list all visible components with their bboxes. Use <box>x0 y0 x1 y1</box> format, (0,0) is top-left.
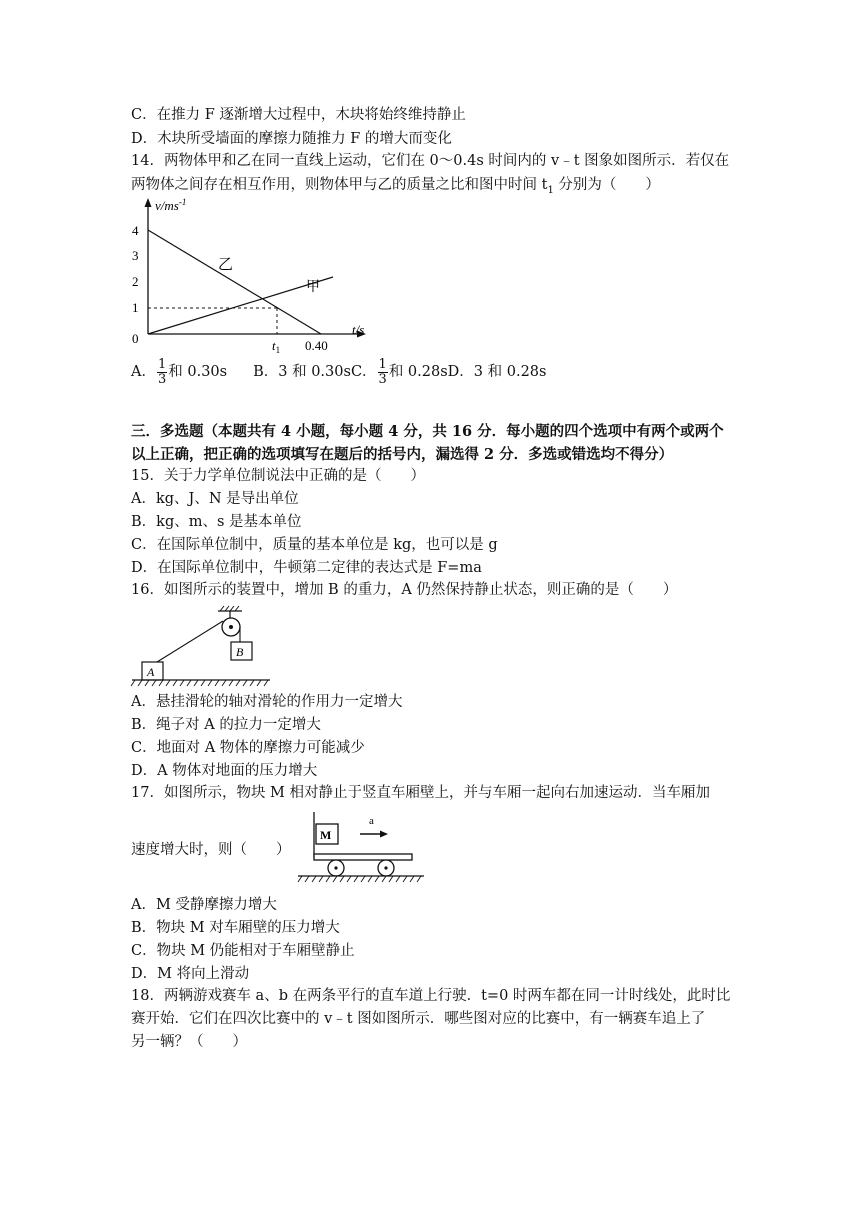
section3-header-line2: 以上正确，把正确的选项填写在题后的括号内，漏选得 2 分．多选或错选均不得分） <box>131 446 674 463</box>
q16-stem: 16．如图所示的装置中，增加 B 的重力，A 仍然保持静止状态，则正确的是（ ） <box>131 582 678 598</box>
q14-options: A． $\frac{1}{3}$ 和 0.30s B．3 和 0.30sC． $\frac{1}{3}$ 和 0.28sD．3 和 0.28s <box>131 356 547 387</box>
q16-option-d: D．A 物体对地面的压力增大 <box>131 763 318 779</box>
q14-stem-line1: 14．两物体甲和乙在同一直线上运动，它们在 0～0.4s 时间内的 v﹣t 图象如图所示．若仅在 <box>131 153 730 169</box>
q15-option-d: D．在国际单位制中，牛顿第二定律的表达式是 F=ma <box>131 560 482 576</box>
y-tick-0: 0 <box>132 331 139 346</box>
q15-option-b: B．kg、m、s 是基本单位 <box>131 514 302 530</box>
q16-option-c: C．地面对 A 物体的摩擦力可能减少 <box>131 740 365 756</box>
x-end-label: 0.40 <box>305 338 328 353</box>
q17-option-d: D．M 将向上滑动 <box>131 966 250 982</box>
accel-label: a <box>369 815 374 827</box>
y-tick-2: 2 <box>132 274 139 289</box>
t1-label: $t_1$ <box>272 338 281 355</box>
x-axis-label: t/s <box>352 322 365 337</box>
cart-body <box>314 854 412 860</box>
q15-stem: 15．关于力学单位制说法中正确的是（ ） <box>131 468 425 484</box>
section3-header-line1: 三．多选题（本题共有 4 小题，每小题 4 分，共 16 分．每小题的四个选项中有两个或两个 <box>131 423 724 440</box>
q13-option-c: C．在推力 F 逐渐增大过程中，木块将始终维持静止 <box>131 107 466 123</box>
q14-vt-graph <box>128 194 378 358</box>
y-tick-3: 3 <box>132 248 139 263</box>
q16-option-b: B．绳子对 A 的拉力一定增大 <box>131 717 321 733</box>
label-yi: 乙 <box>218 257 234 273</box>
rope <box>157 621 223 662</box>
q17-stem-line2: 速度增大时，则（ ） <box>131 842 291 858</box>
svg-text:M: M <box>320 828 332 842</box>
q16-option-a: A．悬挂滑轮的轴对滑轮的作用力一定增大 <box>131 694 403 710</box>
q15-option-a: A．kg、J、N 是导出单位 <box>131 491 299 507</box>
y-axis-label: $v/ms^{-1}$ <box>155 197 187 213</box>
q15-option-c: C．在国际单位制中，质量的基本单位是 kg，也可以是 g <box>131 537 498 553</box>
q18-stem-line2: 赛开始．它们在四次比赛中的 v﹣t 图如图所示．哪些图对应的比赛中，有一辆赛车追上了 <box>131 1011 706 1027</box>
q17-option-a: A．M 受静摩擦力增大 <box>131 897 277 913</box>
q18-stem-line3: 另一辆？（ ） <box>131 1034 247 1050</box>
y-tick-1: 1 <box>132 300 139 315</box>
arrow-right-icon <box>380 831 388 838</box>
y-axis-arrow-icon <box>145 198 152 207</box>
q13-option-d: D．木块所受墙面的摩擦力随推力 F 的增大而变化 <box>131 131 452 147</box>
y-tick-4: 4 <box>132 223 139 238</box>
q17-option-c: C．物块 M 仍能相对于车厢壁静止 <box>131 943 355 959</box>
q17-cart-figure <box>296 808 426 888</box>
fraction-one-third: $\frac{1}{3}$ <box>378 356 387 387</box>
fraction-one-third: $\frac{1}{3}$ <box>157 356 167 387</box>
svg-text:B: B <box>236 645 244 659</box>
q16-pulley-figure <box>130 602 275 688</box>
label-jia: 甲 <box>306 280 320 295</box>
line-yi <box>148 230 321 334</box>
q18-stem-line1: 18．两辆游戏赛车 a、b 在两条平行的直车道上行驶．t=0 时两车都在同一计时线处，此时比 <box>131 988 731 1004</box>
q17-stem-line1: 17．如图所示，物块 M 相对静止于竖直车厢壁上，并与车厢一起向右加速运动．当车厢加 <box>131 785 711 801</box>
svg-text:A: A <box>147 665 155 679</box>
q14-stem-line2: 两物体之间存在相互作用，则物体甲与乙的质量之比和图中时间 $t_1$ 分别为（ ） <box>131 177 660 196</box>
q17-option-b: B．物块 M 对车厢壁的压力增大 <box>131 920 340 936</box>
